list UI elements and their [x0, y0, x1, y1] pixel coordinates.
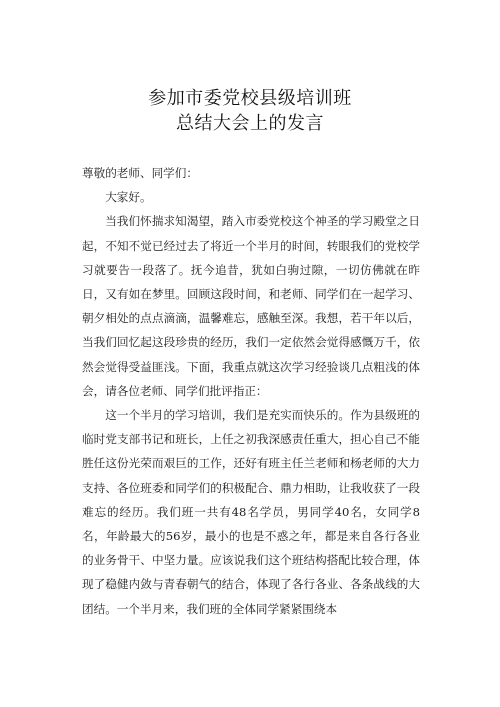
- document-title-line2: 总结大会上的发言: [176, 113, 324, 134]
- document-body: [82, 161, 420, 621]
- salutation: 尊敬的老师、同学们：: [82, 166, 198, 180]
- document-title-line1: 参加市委党校县级培训班: [148, 88, 352, 109]
- body-paragraph-1: 当我们怀揣求知渴望，踏入市委党校这个神圣的学习殿堂之日起，不知不觉已经过去了将近一个半月的时间，转眼我们的党校学习就要告一段落了。抚今追昔，犹如白驹过隙，一切仿佛就在昨日，又有如在梦里。回顾这段时间，和老师、同学们在一起学习、朝夕相处的点点滴滴，温馨难忘，感触至深。我想，若干年以后，当我们回忆起这段珍贵的经历，我们一定依然会觉得感慨万千，依然会觉得受益匪浅。下面，我重点就这次学习经验谈几点粗浅的体会，请各位老师、同学们批评指正：: [82, 214, 420, 398]
- greeting: 大家好。: [105, 190, 152, 205]
- body-paragraph-2: 这一个半月的学习培训，我们是充实而快乐的。作为县级班的临时党支部书记和班长，上任之初我深感责任重大，担心自己不能胜任这份光荣而艰巨的工作，还好有班主任兰老师和杨老师的大力支持、各位班委和同学们的积极配合、鼎力相助，让我收获了一段难忘的经历。我们班一共有48名学员，男同学40名，女同学8名，年龄最大的56岁，最小的也是不惑之年，都是来自各行各业的业务骨干、中坚力量。应该说我们这个班结构搭配比较合理，体现了稳健内敛与青春朝气的结合，体现了各行各业、各条战线的大团结。一个半月来，我们班的全体同学紧紧围绕本: [82, 408, 420, 616]
